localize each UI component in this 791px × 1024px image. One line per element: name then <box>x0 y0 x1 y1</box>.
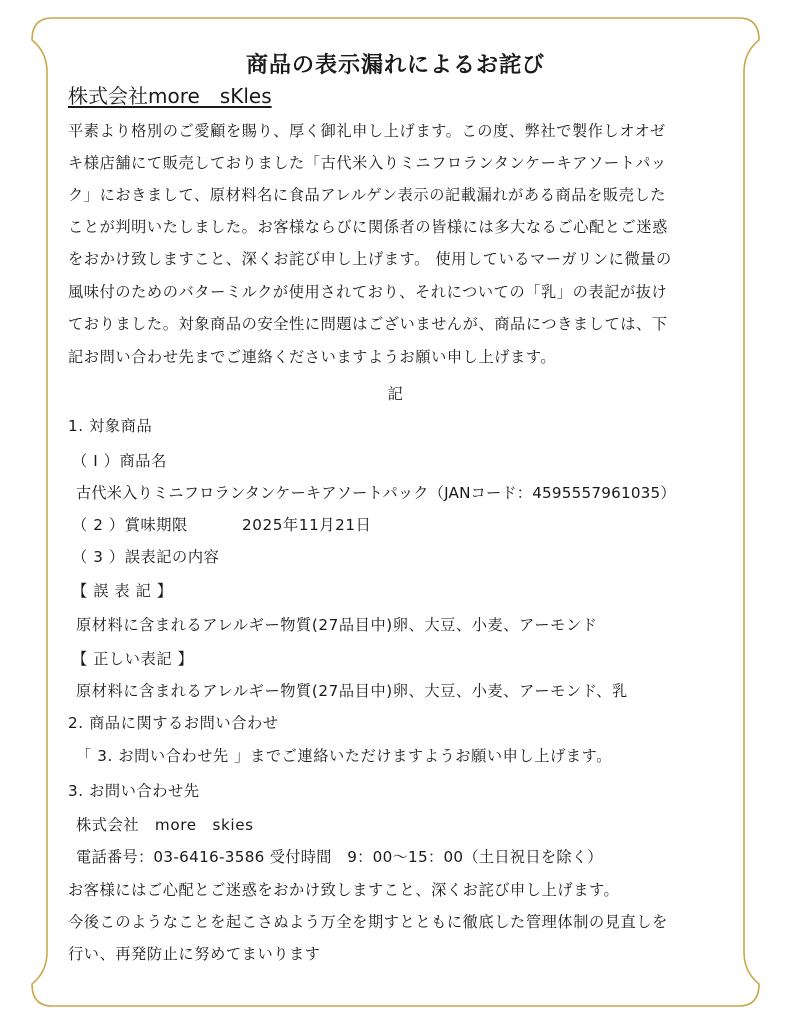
closing-line: 行い、再発防止に努めてまいります <box>68 945 321 963</box>
correct-text: 原材料に含まれるアレルギー物質(27品目中)卵、大豆、小麦、アーモンド、乳 <box>76 682 628 700</box>
intro-line: ことが判明いたしました。お客様ならびに関係者の皆様には多大なるご心配とご迷惑 <box>68 218 668 236</box>
section2-text: 「 3. お問い合わせ先 」までご連絡いただけますようお願い申し上げます。 <box>76 747 612 765</box>
section2-heading: 2. 商品に関するお問い合わせ <box>68 714 279 732</box>
correct-label: 【 正しい表記 】 <box>72 650 194 668</box>
contact-company: 株式会社 more skies <box>76 816 254 834</box>
product-name: 古代米入りミニフロランタンケーキアソートパック（JANコード：4595557961035） <box>76 484 676 502</box>
intro-line: 記お問い合わせ先までご連絡くださいますようお願い申し上げます。 <box>68 348 557 366</box>
intro-line: 風味付のためのバターミルクが使用されており、それについての「乳」の表記が抜け <box>68 283 668 301</box>
intro-line: ておりました。対象商品の安全性に問題はございませんが、商品につきましては、下 <box>68 315 668 333</box>
intro-line: 平素より格別のご愛顧を賜り、厚く御礼申し上げます。この度、弊社で製作しオオゼ <box>68 122 666 140</box>
intro-line: ク」におきまして、原材料名に食品アレルゲン表示の記載漏れがある商品を販売した <box>68 186 667 204</box>
wrong-label: 【 誤 表 記 】 <box>72 582 173 600</box>
closing-line: 今後このようなことを起こさぬよう万全を期すとともに徹底した管理体制の見直しを <box>68 913 668 931</box>
intro-line: キ様店舗にて販売しておりました「古代米入りミニフロランタンケーキアソートパッ <box>68 154 667 172</box>
company-name: 株式会社more sKles <box>68 84 272 108</box>
intro-line: をおかけ致しますこと、深くお詫び申し上げます。 使用しているマーガリンに微量の <box>68 250 672 268</box>
error-label: （ 3 ）誤表記の内容 <box>72 548 220 566</box>
product-name-label: （ I ）商品名 <box>72 452 167 470</box>
expiry-date: 2025年11月21日 <box>242 516 372 534</box>
ki-heading: 記 <box>387 385 404 403</box>
section1-heading: 1. 対象商品 <box>68 417 153 435</box>
expiry-label: （ 2 ）賞味期限 <box>72 516 188 534</box>
wrong-text: 原材料に含まれるアレルギー物質(27品目中)卵、大豆、小麦、アーモンド <box>76 616 598 634</box>
contact-phone: 電話番号：03-6416-3586 受付時間 9：00〜15：00（土日祝日を除く） <box>76 848 603 866</box>
section3-heading: 3. お問い合わせ先 <box>68 782 200 800</box>
closing-line: お客様にはご心配とご迷惑をおかけ致しますこと、深くお詫び申し上げます。 <box>68 881 620 899</box>
page-title: 商品の表示漏れによるお詫び <box>245 53 545 78</box>
